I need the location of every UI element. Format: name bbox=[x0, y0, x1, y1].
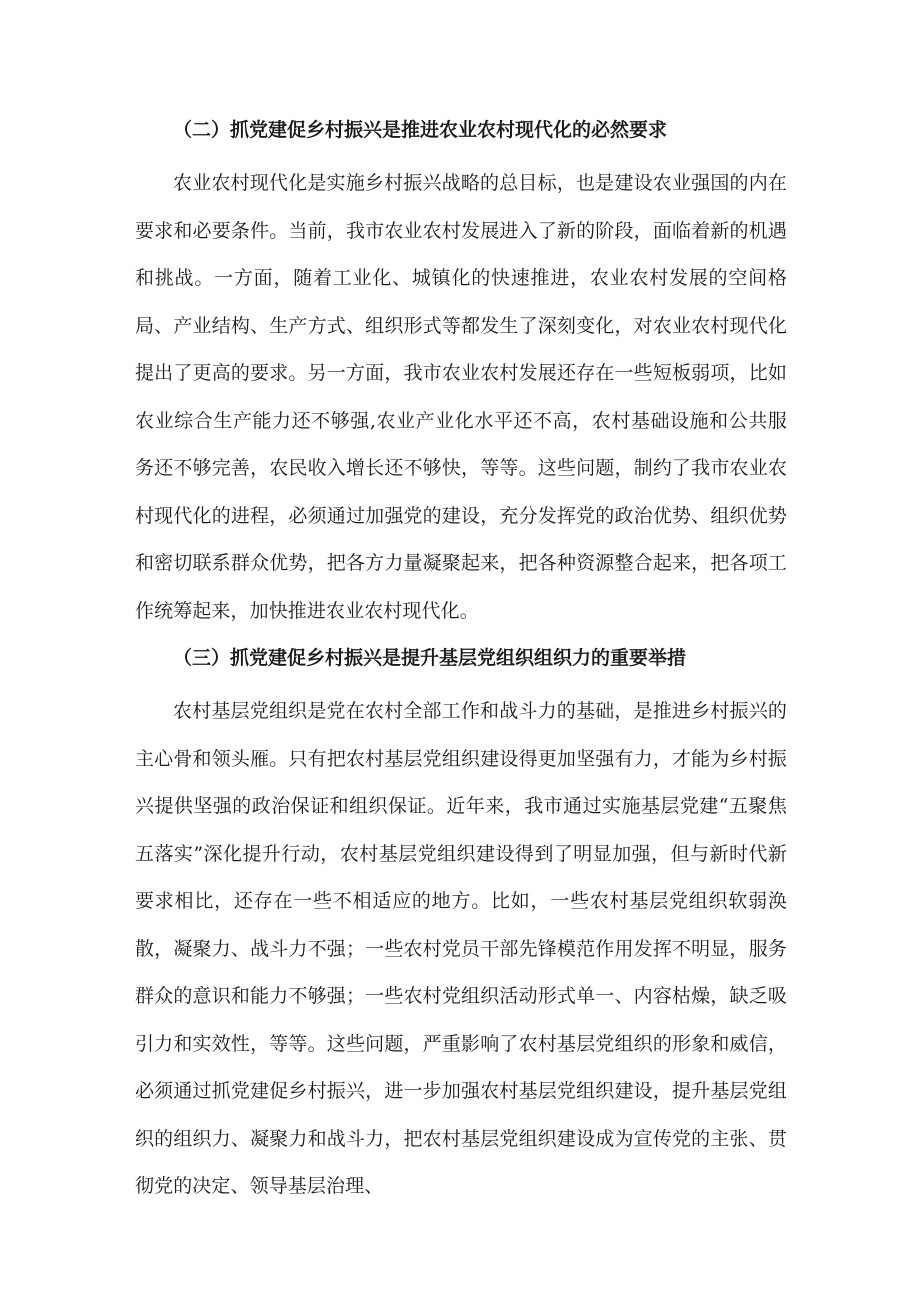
section-heading-2: （二）抓党建促乡村振兴是推进农业农村现代化的必然要求 bbox=[173, 119, 668, 141]
section-paragraph-3: 农村基层党组织是党在农村全部工作和战斗力的基础，是推进乡村振兴的主心骨和领头雁。只有把农村基层党组织建设得更加坚强有力，才能为乡村振兴提供坚强的政治保证和组织保证。近年来，我市通过实施基层党建“五聚焦五落实”深化提升行动，农村基层党组织建设得到了明显加强，但与新时代新要求相比，还存在一些不相适应的地方。比如，一些农村基层党组织软弱涣散，凝聚力、战斗力不强；一些农村党员干部先锋模范作用发挥不明显，服务群众的意识和能力不够强；一些农村党组织活动形式单一、内容枯燥，缺乏吸引力和实效性，等等。这些问题，严重影响了农村基层党组织的形象和威信，必须通过抓党建促乡村振兴，进一步加强农村基层党组织建设，提升基层党组织的组织力、凝聚力和战斗力，把农村基层党组织建设成为宣传党的主张、贯彻党的决定、领导基层治理、 bbox=[135, 700, 787, 1197]
section-heading-3: （三）抓党建促乡村振兴是提升基层党组织组织力的重要举措 bbox=[173, 647, 687, 669]
document-body bbox=[135, 112, 787, 1216]
section-paragraph-2: 农业农村现代化是实施乡村振兴战略的总目标，也是建设农业强国的内在要求和必要条件。当前，我市农业农村发展进入了新的阶段，面临着新的机遇和挑战。一方面，随着工业化、城镇化的快速推进，农业农村发展的空间格局、产业结构、生产方式、组织形式等都发生了深刻变化，对农业农村现代化提出了更高的要求。另一方面，我市农业农村发展还存在一些短板弱项，比如农业综合生产能力还不够强,农业产业化水平还不高，农村基础设施和公共服务还不够完善，农民收入增长还不够快，等等。这些问题，制约了我市农业农村现代化的进程，必须通过加强党的建设，充分发挥党的政治优势、组织优势和密切联系群众优势，把各方力量凝聚起来，把各种资源整合起来，把各项工作统筹起来，加快推进农业农村现代化。 bbox=[135, 172, 787, 622]
